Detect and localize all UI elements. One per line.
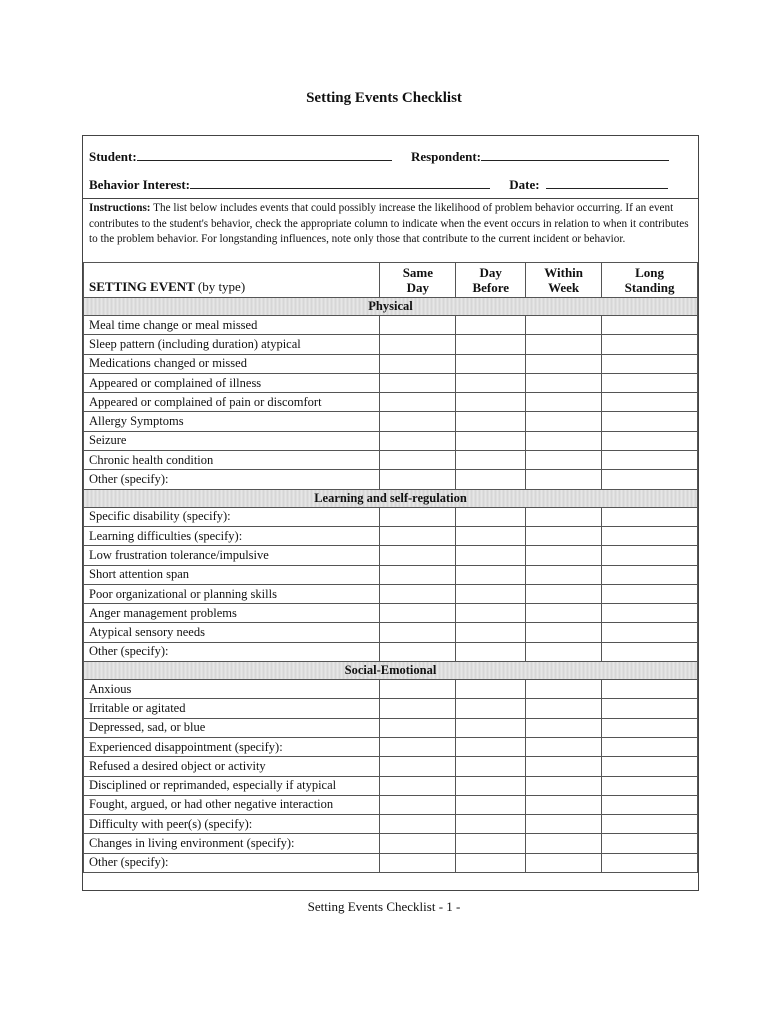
day-before-cell[interactable] bbox=[456, 604, 526, 623]
same-day-cell[interactable] bbox=[380, 642, 456, 661]
day-before-cell[interactable] bbox=[456, 795, 526, 814]
long-standing-cell[interactable] bbox=[602, 373, 698, 392]
col-setting-event: SETTING EVENT (by type) bbox=[84, 263, 380, 298]
same-day-cell[interactable] bbox=[380, 699, 456, 718]
day-before-cell[interactable] bbox=[456, 526, 526, 545]
table-row bbox=[84, 795, 698, 814]
setting-event-label: Other (specify): bbox=[84, 642, 380, 661]
same-day-cell[interactable] bbox=[380, 834, 456, 853]
within-week-cell[interactable] bbox=[526, 546, 602, 565]
within-week-cell[interactable] bbox=[526, 470, 602, 489]
setting-event-label: Anger management problems bbox=[84, 604, 380, 623]
setting-event-label: Allergy Symptoms bbox=[84, 412, 380, 431]
table-row bbox=[84, 507, 698, 526]
long-standing-cell[interactable] bbox=[602, 316, 698, 335]
table-row bbox=[84, 393, 698, 412]
table-row bbox=[84, 584, 698, 603]
same-day-cell[interactable] bbox=[380, 451, 456, 470]
day-before-cell[interactable] bbox=[456, 853, 526, 872]
within-week-cell[interactable] bbox=[526, 565, 602, 584]
day-before-cell[interactable] bbox=[456, 757, 526, 776]
page-footer: Setting Events Checklist - 1 - bbox=[307, 899, 461, 914]
setting-event-label: Refused a desired object or activity bbox=[84, 757, 380, 776]
long-standing-cell[interactable] bbox=[602, 795, 698, 814]
setting-event-label: Short attention span bbox=[84, 565, 380, 584]
table-row bbox=[84, 757, 698, 776]
within-week-cell[interactable] bbox=[526, 815, 602, 834]
long-standing-cell[interactable] bbox=[602, 737, 698, 756]
day-before-cell[interactable] bbox=[456, 718, 526, 737]
long-standing-cell[interactable] bbox=[602, 546, 698, 565]
same-day-cell[interactable] bbox=[380, 623, 456, 642]
day-before-cell[interactable] bbox=[456, 584, 526, 603]
student-field[interactable] bbox=[137, 148, 392, 161]
day-before-cell[interactable] bbox=[456, 316, 526, 335]
table-row bbox=[84, 335, 698, 354]
setting-event-label: Sleep pattern (including duration) atypical bbox=[84, 335, 380, 354]
same-day-cell[interactable] bbox=[380, 815, 456, 834]
setting-event-label: Experienced disappointment (specify): bbox=[84, 737, 380, 756]
within-week-cell[interactable] bbox=[526, 584, 602, 603]
setting-event-label: Medications changed or missed bbox=[84, 354, 380, 373]
long-standing-cell[interactable] bbox=[602, 699, 698, 718]
table-row bbox=[84, 737, 698, 756]
setting-event-label: Appeared or complained of pain or discomfort bbox=[84, 393, 380, 412]
long-standing-cell[interactable] bbox=[602, 526, 698, 545]
same-day-cell[interactable] bbox=[380, 757, 456, 776]
behavior-row bbox=[89, 176, 692, 193]
within-week-cell[interactable] bbox=[526, 718, 602, 737]
long-standing-cell[interactable] bbox=[602, 412, 698, 431]
within-week-cell[interactable] bbox=[526, 776, 602, 795]
instructions-label: Instructions: bbox=[89, 202, 151, 214]
same-day-cell[interactable] bbox=[380, 373, 456, 392]
table-row bbox=[84, 718, 698, 737]
table-row bbox=[84, 354, 698, 373]
table-row bbox=[84, 642, 698, 661]
within-week-cell[interactable] bbox=[526, 451, 602, 470]
same-day-cell[interactable] bbox=[380, 507, 456, 526]
long-standing-cell[interactable] bbox=[602, 470, 698, 489]
setting-event-label: Other (specify): bbox=[84, 853, 380, 872]
same-day-cell[interactable] bbox=[380, 565, 456, 584]
respondent-label: Respondent: bbox=[410, 149, 482, 164]
long-standing-cell[interactable] bbox=[602, 565, 698, 584]
day-before-cell[interactable] bbox=[456, 451, 526, 470]
day-before-cell[interactable] bbox=[456, 834, 526, 853]
table-body bbox=[84, 298, 698, 873]
day-before-cell[interactable] bbox=[456, 699, 526, 718]
long-standing-cell[interactable] bbox=[602, 642, 698, 661]
long-standing-cell[interactable] bbox=[602, 431, 698, 450]
day-before-cell[interactable] bbox=[456, 680, 526, 699]
day-before-cell[interactable] bbox=[456, 507, 526, 526]
same-day-cell[interactable] bbox=[380, 393, 456, 412]
same-day-cell[interactable] bbox=[380, 718, 456, 737]
student-label: Student: bbox=[89, 149, 137, 164]
day-before-cell[interactable] bbox=[456, 565, 526, 584]
within-week-cell[interactable] bbox=[526, 737, 602, 756]
day-before-cell[interactable] bbox=[456, 354, 526, 373]
within-week-cell[interactable] bbox=[526, 373, 602, 392]
same-day-cell[interactable] bbox=[380, 431, 456, 450]
table-row bbox=[84, 412, 698, 431]
long-standing-cell[interactable] bbox=[602, 834, 698, 853]
same-day-cell[interactable] bbox=[380, 316, 456, 335]
date-field[interactable] bbox=[546, 176, 668, 189]
long-standing-cell[interactable] bbox=[602, 853, 698, 872]
setting-event-label: Low frustration tolerance/impulsive bbox=[84, 546, 380, 565]
table-row bbox=[84, 431, 698, 450]
within-week-cell[interactable] bbox=[526, 316, 602, 335]
long-standing-cell[interactable] bbox=[602, 584, 698, 603]
long-standing-cell[interactable] bbox=[602, 757, 698, 776]
setting-event-label: Meal time change or meal missed bbox=[84, 316, 380, 335]
day-before-cell[interactable] bbox=[456, 470, 526, 489]
same-day-cell[interactable] bbox=[380, 737, 456, 756]
within-week-cell[interactable] bbox=[526, 642, 602, 661]
table-row bbox=[84, 316, 698, 335]
date-label: Date: bbox=[509, 177, 540, 192]
long-standing-cell[interactable] bbox=[602, 623, 698, 642]
long-standing-cell[interactable] bbox=[602, 604, 698, 623]
long-standing-cell[interactable] bbox=[602, 815, 698, 834]
section-title: Social-Emotional bbox=[84, 662, 698, 680]
table-row bbox=[84, 699, 698, 718]
setting-event-label: Poor organizational or planning skills bbox=[84, 584, 380, 603]
day-before-cell[interactable] bbox=[456, 412, 526, 431]
same-day-cell[interactable] bbox=[380, 546, 456, 565]
section-header bbox=[84, 662, 698, 680]
table-row bbox=[84, 470, 698, 489]
same-day-cell[interactable] bbox=[380, 335, 456, 354]
within-week-cell[interactable] bbox=[526, 680, 602, 699]
long-standing-cell[interactable] bbox=[602, 354, 698, 373]
long-standing-cell[interactable] bbox=[602, 451, 698, 470]
within-week-cell[interactable] bbox=[526, 431, 602, 450]
day-before-cell[interactable] bbox=[456, 737, 526, 756]
setting-event-label: Changes in living environment (specify): bbox=[84, 834, 380, 853]
within-week-cell[interactable] bbox=[526, 623, 602, 642]
table-header-row bbox=[84, 263, 698, 298]
long-standing-cell[interactable] bbox=[602, 718, 698, 737]
day-before-cell[interactable] bbox=[456, 373, 526, 392]
table-row bbox=[84, 776, 698, 795]
instructions-text: The list below includes events that could possibly increase the likelihood of problem behavior occurring. If an event contributes to the student's behavior, check the appropriate column to indicate when the event occurs in relation to when it contributes to the problem behavior. For longstanding influences, note only those that contribute to the current incident or behavior. bbox=[89, 202, 689, 246]
day-before-cell[interactable] bbox=[456, 623, 526, 642]
day-before-cell[interactable] bbox=[456, 776, 526, 795]
same-day-cell[interactable] bbox=[380, 412, 456, 431]
within-week-cell[interactable] bbox=[526, 757, 602, 776]
page-title: Setting Events Checklist bbox=[306, 90, 462, 106]
setting-event-label: Appeared or complained of illness bbox=[84, 373, 380, 392]
setting-events-table bbox=[83, 262, 698, 873]
same-day-cell[interactable] bbox=[380, 795, 456, 814]
table-row bbox=[84, 546, 698, 565]
section-title: Learning and self-regulation bbox=[84, 489, 698, 507]
day-before-cell[interactable] bbox=[456, 642, 526, 661]
within-week-cell[interactable] bbox=[526, 853, 602, 872]
setting-event-label: Depressed, sad, or blue bbox=[84, 718, 380, 737]
table-row bbox=[84, 565, 698, 584]
setting-event-label: Other (specify): bbox=[84, 470, 380, 489]
table-row bbox=[84, 604, 698, 623]
behavior-label: Behavior Interest: bbox=[89, 177, 190, 192]
within-week-cell[interactable] bbox=[526, 604, 602, 623]
within-week-cell[interactable] bbox=[526, 834, 602, 853]
same-day-cell[interactable] bbox=[380, 776, 456, 795]
day-before-cell[interactable] bbox=[456, 815, 526, 834]
setting-event-label: Difficulty with peer(s) (specify): bbox=[84, 815, 380, 834]
table-row bbox=[84, 834, 698, 853]
day-before-cell[interactable] bbox=[456, 546, 526, 565]
section-title: Physical bbox=[84, 298, 698, 316]
table-row bbox=[84, 680, 698, 699]
table-row bbox=[84, 451, 698, 470]
col-same-day: Same Day bbox=[380, 263, 456, 298]
day-before-cell[interactable] bbox=[456, 393, 526, 412]
setting-event-label: Chronic health condition bbox=[84, 451, 380, 470]
table-row bbox=[84, 623, 698, 642]
section-header bbox=[84, 489, 698, 507]
table-row bbox=[84, 853, 698, 872]
long-standing-cell[interactable] bbox=[602, 680, 698, 699]
within-week-cell[interactable] bbox=[526, 393, 602, 412]
setting-event-label: Fought, argued, or had other negative interaction bbox=[84, 795, 380, 814]
respondent-field[interactable] bbox=[481, 148, 669, 161]
same-day-cell[interactable] bbox=[380, 604, 456, 623]
within-week-cell[interactable] bbox=[526, 699, 602, 718]
setting-event-label: Anxious bbox=[84, 680, 380, 699]
within-week-cell[interactable] bbox=[526, 526, 602, 545]
col-day-before: Day Before bbox=[456, 263, 526, 298]
section-header bbox=[84, 298, 698, 316]
setting-event-label: Seizure bbox=[84, 431, 380, 450]
long-standing-cell[interactable] bbox=[602, 393, 698, 412]
setting-event-label: Atypical sensory needs bbox=[84, 623, 380, 642]
col-long-standing: Long Standing bbox=[602, 263, 698, 298]
day-before-cell[interactable] bbox=[456, 335, 526, 354]
within-week-cell[interactable] bbox=[526, 354, 602, 373]
within-week-cell[interactable] bbox=[526, 507, 602, 526]
within-week-cell[interactable] bbox=[526, 335, 602, 354]
setting-event-label: Disciplined or reprimanded, especially if atypical bbox=[84, 776, 380, 795]
setting-event-label: Irritable or agitated bbox=[84, 699, 380, 718]
within-week-cell[interactable] bbox=[526, 412, 602, 431]
day-before-cell[interactable] bbox=[456, 431, 526, 450]
checklist-form bbox=[82, 135, 699, 891]
same-day-cell[interactable] bbox=[380, 526, 456, 545]
col-within-week: Within Week bbox=[526, 263, 602, 298]
setting-event-label: Specific disability (specify): bbox=[84, 507, 380, 526]
instructions bbox=[83, 198, 698, 262]
behavior-field[interactable] bbox=[190, 176, 490, 189]
within-week-cell[interactable] bbox=[526, 795, 602, 814]
same-day-cell[interactable] bbox=[380, 354, 456, 373]
same-day-cell[interactable] bbox=[380, 853, 456, 872]
same-day-cell[interactable] bbox=[380, 470, 456, 489]
same-day-cell[interactable] bbox=[380, 680, 456, 699]
long-standing-cell[interactable] bbox=[602, 335, 698, 354]
setting-event-label: Learning difficulties (specify): bbox=[84, 526, 380, 545]
table-row bbox=[84, 815, 698, 834]
table-row bbox=[84, 373, 698, 392]
long-standing-cell[interactable] bbox=[602, 507, 698, 526]
same-day-cell[interactable] bbox=[380, 584, 456, 603]
table-row bbox=[84, 526, 698, 545]
long-standing-cell[interactable] bbox=[602, 776, 698, 795]
student-row bbox=[89, 148, 692, 165]
